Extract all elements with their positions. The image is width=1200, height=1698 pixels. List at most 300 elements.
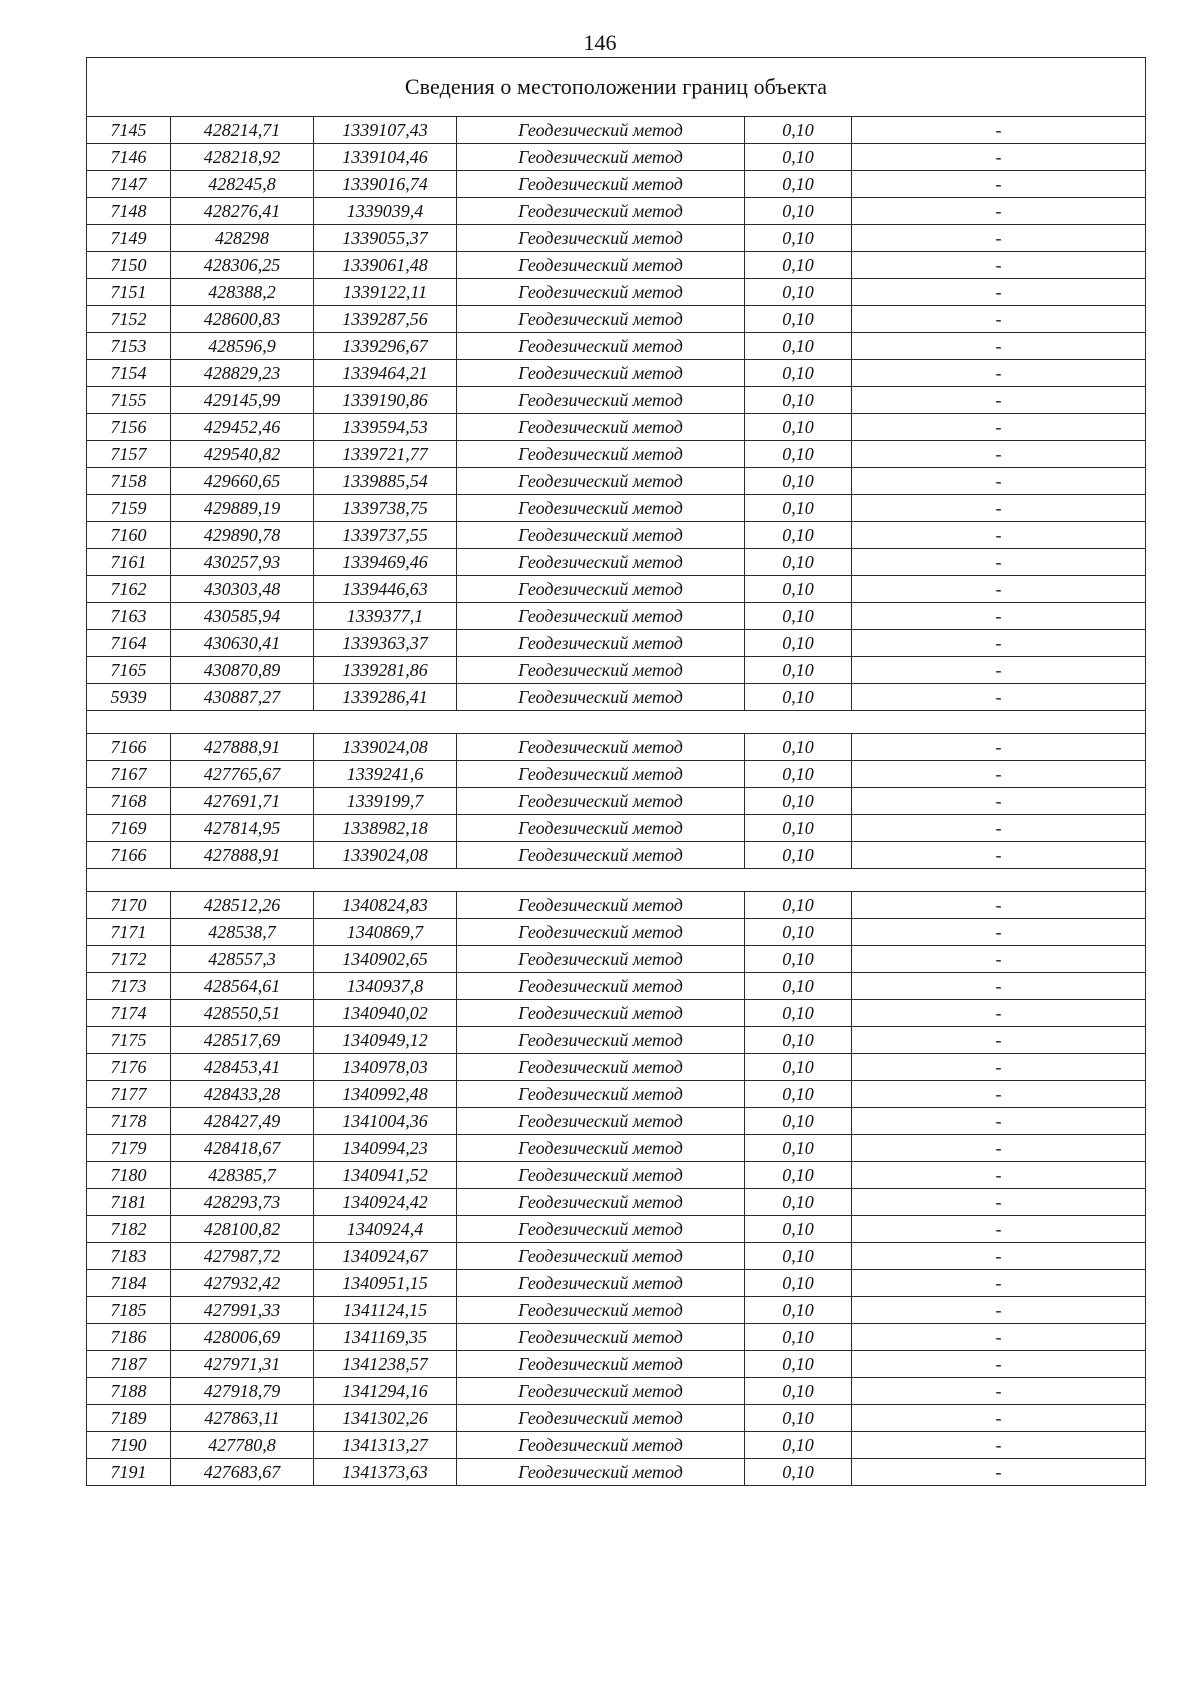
table-row: [87, 919, 1146, 946]
table-row: [87, 576, 1146, 603]
description-cell: -: [852, 1243, 1146, 1270]
accuracy-cell: 0,10: [745, 198, 852, 225]
contour-separator-row: [87, 869, 1146, 892]
table-row: [87, 1081, 1146, 1108]
description-cell: -: [852, 198, 1146, 225]
y-coordinate-cell: 1341302,26: [314, 1405, 457, 1432]
point-number-cell: 7182: [87, 1216, 171, 1243]
method-cell: Геодезический метод: [457, 387, 745, 414]
accuracy-cell: 0,10: [745, 279, 852, 306]
accuracy-cell: 0,10: [745, 225, 852, 252]
description-cell: -: [852, 279, 1146, 306]
accuracy-cell: 0,10: [745, 734, 852, 761]
y-coordinate-cell: 1341313,27: [314, 1432, 457, 1459]
method-cell: Геодезический метод: [457, 630, 745, 657]
y-coordinate-cell: 1341124,15: [314, 1297, 457, 1324]
accuracy-cell: 0,10: [745, 495, 852, 522]
description-cell: -: [852, 684, 1146, 711]
description-cell: -: [852, 522, 1146, 549]
y-coordinate-cell: 1339469,46: [314, 549, 457, 576]
accuracy-cell: 0,10: [745, 333, 852, 360]
accuracy-cell: 0,10: [745, 441, 852, 468]
method-cell: Геодезический метод: [457, 522, 745, 549]
table-row: [87, 684, 1146, 711]
accuracy-cell: 0,10: [745, 549, 852, 576]
description-cell: -: [852, 171, 1146, 198]
x-coordinate-cell: 428564,61: [171, 973, 314, 1000]
y-coordinate-cell: 1341169,35: [314, 1324, 457, 1351]
accuracy-cell: 0,10: [745, 788, 852, 815]
point-number-cell: 7172: [87, 946, 171, 973]
y-coordinate-cell: 1338982,18: [314, 815, 457, 842]
accuracy-cell: 0,10: [745, 306, 852, 333]
x-coordinate-cell: 429540,82: [171, 441, 314, 468]
table-row: [87, 973, 1146, 1000]
page-number: 146: [583, 30, 617, 55]
method-cell: Геодезический метод: [457, 1432, 745, 1459]
table-row: [87, 1054, 1146, 1081]
table-row: [87, 495, 1146, 522]
x-coordinate-cell: 430303,48: [171, 576, 314, 603]
x-coordinate-cell: 428550,51: [171, 1000, 314, 1027]
point-number-cell: 7174: [87, 1000, 171, 1027]
table-row: [87, 333, 1146, 360]
method-cell: Геодезический метод: [457, 117, 745, 144]
y-coordinate-cell: 1339122,11: [314, 279, 457, 306]
accuracy-cell: 0,10: [745, 1405, 852, 1432]
point-number-cell: 7156: [87, 414, 171, 441]
point-number-cell: 7163: [87, 603, 171, 630]
table-row: [87, 815, 1146, 842]
y-coordinate-cell: 1339055,37: [314, 225, 457, 252]
table-row: [87, 734, 1146, 761]
point-number-cell: 7177: [87, 1081, 171, 1108]
x-coordinate-cell: 428418,67: [171, 1135, 314, 1162]
table-row: [87, 1459, 1146, 1486]
table-row: [87, 788, 1146, 815]
x-coordinate-cell: 430585,94: [171, 603, 314, 630]
description-cell: -: [852, 1081, 1146, 1108]
point-number-cell: 7158: [87, 468, 171, 495]
x-coordinate-cell: 427918,79: [171, 1378, 314, 1405]
x-coordinate-cell: 427991,33: [171, 1297, 314, 1324]
description-cell: -: [852, 144, 1146, 171]
x-coordinate-cell: 430257,93: [171, 549, 314, 576]
y-coordinate-cell: 1340924,67: [314, 1243, 457, 1270]
accuracy-cell: 0,10: [745, 657, 852, 684]
table-row: [87, 252, 1146, 279]
x-coordinate-cell: 427932,42: [171, 1270, 314, 1297]
accuracy-cell: 0,10: [745, 1324, 852, 1351]
table-row: [87, 1000, 1146, 1027]
table-row: [87, 603, 1146, 630]
y-coordinate-cell: 1339190,86: [314, 387, 457, 414]
accuracy-cell: 0,10: [745, 1000, 852, 1027]
point-number-cell: 7188: [87, 1378, 171, 1405]
table-title: Сведения о местоположении границ объекта: [87, 58, 1146, 117]
accuracy-cell: 0,10: [745, 171, 852, 198]
accuracy-cell: 0,10: [745, 1216, 852, 1243]
accuracy-cell: 0,10: [745, 973, 852, 1000]
table-row: [87, 657, 1146, 684]
method-cell: Геодезический метод: [457, 1378, 745, 1405]
table-row: [87, 387, 1146, 414]
table-row: [87, 1162, 1146, 1189]
table-row: [87, 1351, 1146, 1378]
x-coordinate-cell: 428427,49: [171, 1108, 314, 1135]
y-coordinate-cell: 1339721,77: [314, 441, 457, 468]
y-coordinate-cell: 1339199,7: [314, 788, 457, 815]
description-cell: -: [852, 117, 1146, 144]
x-coordinate-cell: 428600,83: [171, 306, 314, 333]
method-cell: Геодезический метод: [457, 225, 745, 252]
accuracy-cell: 0,10: [745, 117, 852, 144]
accuracy-cell: 0,10: [745, 252, 852, 279]
accuracy-cell: 0,10: [745, 576, 852, 603]
table-row: [87, 892, 1146, 919]
method-cell: Геодезический метод: [457, 1081, 745, 1108]
y-coordinate-cell: 1339281,86: [314, 657, 457, 684]
y-coordinate-cell: 1339363,37: [314, 630, 457, 657]
accuracy-cell: 0,10: [745, 1459, 852, 1486]
table-row: [87, 1378, 1146, 1405]
x-coordinate-cell: 429889,19: [171, 495, 314, 522]
point-number-cell: 7190: [87, 1432, 171, 1459]
method-cell: Геодезический метод: [457, 788, 745, 815]
x-coordinate-cell: 428538,7: [171, 919, 314, 946]
method-cell: Геодезический метод: [457, 549, 745, 576]
method-cell: Геодезический метод: [457, 1243, 745, 1270]
point-number-cell: 7166: [87, 842, 171, 869]
y-coordinate-cell: 1339241,6: [314, 761, 457, 788]
table-row: [87, 1324, 1146, 1351]
method-cell: Геодезический метод: [457, 842, 745, 869]
y-coordinate-cell: 1340978,03: [314, 1054, 457, 1081]
point-number-cell: 7166: [87, 734, 171, 761]
y-coordinate-cell: 1339024,08: [314, 842, 457, 869]
method-cell: Геодезический метод: [457, 1189, 745, 1216]
y-coordinate-cell: 1339296,67: [314, 333, 457, 360]
point-number-cell: 7152: [87, 306, 171, 333]
table-row: [87, 279, 1146, 306]
y-coordinate-cell: 1340937,8: [314, 973, 457, 1000]
description-cell: -: [852, 414, 1146, 441]
x-coordinate-cell: 428218,92: [171, 144, 314, 171]
method-cell: Геодезический метод: [457, 603, 745, 630]
x-coordinate-cell: 428453,41: [171, 1054, 314, 1081]
description-cell: -: [852, 973, 1146, 1000]
accuracy-cell: 0,10: [745, 1081, 852, 1108]
method-cell: Геодезический метод: [457, 1459, 745, 1486]
description-cell: -: [852, 815, 1146, 842]
point-number-cell: 7159: [87, 495, 171, 522]
y-coordinate-cell: 1341238,57: [314, 1351, 457, 1378]
accuracy-cell: 0,10: [745, 1270, 852, 1297]
accuracy-cell: 0,10: [745, 522, 852, 549]
description-cell: -: [852, 1000, 1146, 1027]
table-row: [87, 1243, 1146, 1270]
method-cell: Геодезический метод: [457, 892, 745, 919]
description-cell: -: [852, 657, 1146, 684]
x-coordinate-cell: 427863,11: [171, 1405, 314, 1432]
point-number-cell: 7157: [87, 441, 171, 468]
description-cell: -: [852, 1054, 1146, 1081]
accuracy-cell: 0,10: [745, 1189, 852, 1216]
x-coordinate-cell: 428100,82: [171, 1216, 314, 1243]
y-coordinate-cell: 1340949,12: [314, 1027, 457, 1054]
description-cell: -: [852, 788, 1146, 815]
point-number-cell: 7150: [87, 252, 171, 279]
x-coordinate-cell: 427971,31: [171, 1351, 314, 1378]
method-cell: Геодезический метод: [457, 468, 745, 495]
accuracy-cell: 0,10: [745, 684, 852, 711]
x-coordinate-cell: 428433,28: [171, 1081, 314, 1108]
point-number-cell: 7181: [87, 1189, 171, 1216]
accuracy-cell: 0,10: [745, 1297, 852, 1324]
point-number-cell: 7180: [87, 1162, 171, 1189]
method-cell: Геодезический метод: [457, 414, 745, 441]
description-cell: -: [852, 576, 1146, 603]
method-cell: Геодезический метод: [457, 306, 745, 333]
method-cell: Геодезический метод: [457, 1324, 745, 1351]
x-coordinate-cell: 428298: [171, 225, 314, 252]
description-cell: -: [852, 842, 1146, 869]
x-coordinate-cell: 427987,72: [171, 1243, 314, 1270]
method-cell: Геодезический метод: [457, 734, 745, 761]
point-number-cell: 7173: [87, 973, 171, 1000]
method-cell: Геодезический метод: [457, 1270, 745, 1297]
y-coordinate-cell: 1341373,63: [314, 1459, 457, 1486]
description-cell: -: [852, 630, 1146, 657]
y-coordinate-cell: 1340869,7: [314, 919, 457, 946]
point-number-cell: 7161: [87, 549, 171, 576]
y-coordinate-cell: 1340951,15: [314, 1270, 457, 1297]
accuracy-cell: 0,10: [745, 946, 852, 973]
method-cell: Геодезический метод: [457, 252, 745, 279]
description-cell: -: [852, 1432, 1146, 1459]
description-cell: -: [852, 1351, 1146, 1378]
table-row: [87, 1108, 1146, 1135]
point-number-cell: 7183: [87, 1243, 171, 1270]
accuracy-cell: 0,10: [745, 1162, 852, 1189]
accuracy-cell: 0,10: [745, 360, 852, 387]
table-row: [87, 1270, 1146, 1297]
point-number-cell: 7165: [87, 657, 171, 684]
method-cell: Геодезический метод: [457, 761, 745, 788]
point-number-cell: 7155: [87, 387, 171, 414]
table-row: [87, 1432, 1146, 1459]
method-cell: Геодезический метод: [457, 333, 745, 360]
y-coordinate-cell: 1339738,75: [314, 495, 457, 522]
x-coordinate-cell: 428276,41: [171, 198, 314, 225]
point-number-cell: 7179: [87, 1135, 171, 1162]
y-coordinate-cell: 1339107,43: [314, 117, 457, 144]
y-coordinate-cell: 1340824,83: [314, 892, 457, 919]
method-cell: Геодезический метод: [457, 1351, 745, 1378]
x-coordinate-cell: 428557,3: [171, 946, 314, 973]
y-coordinate-cell: 1339446,63: [314, 576, 457, 603]
y-coordinate-cell: 1339377,1: [314, 603, 457, 630]
table-row: [87, 1135, 1146, 1162]
y-coordinate-cell: 1339594,53: [314, 414, 457, 441]
description-cell: -: [852, 919, 1146, 946]
method-cell: Геодезический метод: [457, 1405, 745, 1432]
description-cell: -: [852, 1135, 1146, 1162]
x-coordinate-cell: 428596,9: [171, 333, 314, 360]
point-number-cell: 7149: [87, 225, 171, 252]
table-row: [87, 522, 1146, 549]
accuracy-cell: 0,10: [745, 1054, 852, 1081]
y-coordinate-cell: 1340924,4: [314, 1216, 457, 1243]
y-coordinate-cell: 1340992,48: [314, 1081, 457, 1108]
description-cell: -: [852, 306, 1146, 333]
y-coordinate-cell: 1341294,16: [314, 1378, 457, 1405]
y-coordinate-cell: 1339104,46: [314, 144, 457, 171]
description-cell: -: [852, 603, 1146, 630]
description-cell: -: [852, 333, 1146, 360]
x-coordinate-cell: 430887,27: [171, 684, 314, 711]
table-row: [87, 225, 1146, 252]
description-cell: -: [852, 1189, 1146, 1216]
table-row: [87, 761, 1146, 788]
description-cell: -: [852, 495, 1146, 522]
description-cell: -: [852, 549, 1146, 576]
method-cell: Геодезический метод: [457, 973, 745, 1000]
accuracy-cell: 0,10: [745, 842, 852, 869]
point-number-cell: 7170: [87, 892, 171, 919]
method-cell: Геодезический метод: [457, 946, 745, 973]
x-coordinate-cell: 429660,65: [171, 468, 314, 495]
y-coordinate-cell: 1339024,08: [314, 734, 457, 761]
x-coordinate-cell: 428517,69: [171, 1027, 314, 1054]
table-row: [87, 468, 1146, 495]
point-number-cell: 7168: [87, 788, 171, 815]
x-coordinate-cell: 427780,8: [171, 1432, 314, 1459]
description-cell: -: [852, 468, 1146, 495]
y-coordinate-cell: 1340902,65: [314, 946, 457, 973]
x-coordinate-cell: 429145,99: [171, 387, 314, 414]
accuracy-cell: 0,10: [745, 603, 852, 630]
x-coordinate-cell: 427691,71: [171, 788, 314, 815]
point-number-cell: 7178: [87, 1108, 171, 1135]
x-coordinate-cell: 428306,25: [171, 252, 314, 279]
y-coordinate-cell: 1339039,4: [314, 198, 457, 225]
description-cell: -: [852, 892, 1146, 919]
description-cell: -: [852, 1405, 1146, 1432]
x-coordinate-cell: 428006,69: [171, 1324, 314, 1351]
y-coordinate-cell: 1339885,54: [314, 468, 457, 495]
accuracy-cell: 0,10: [745, 815, 852, 842]
table-row: [87, 1216, 1146, 1243]
method-cell: Геодезический метод: [457, 495, 745, 522]
description-cell: -: [852, 1027, 1146, 1054]
point-number-cell: 7184: [87, 1270, 171, 1297]
contour-separator-row: [87, 711, 1146, 734]
method-cell: Геодезический метод: [457, 144, 745, 171]
table-row: [87, 306, 1146, 333]
method-cell: Геодезический метод: [457, 576, 745, 603]
description-cell: -: [852, 441, 1146, 468]
x-coordinate-cell: 428245,8: [171, 171, 314, 198]
table-row: [87, 171, 1146, 198]
point-number-cell: 7160: [87, 522, 171, 549]
contour-separator-cell: [87, 869, 1146, 892]
point-number-cell: 7145: [87, 117, 171, 144]
accuracy-cell: 0,10: [745, 387, 852, 414]
description-cell: -: [852, 1378, 1146, 1405]
contour-separator-cell: [87, 711, 1146, 734]
point-number-cell: 7189: [87, 1405, 171, 1432]
accuracy-cell: 0,10: [745, 761, 852, 788]
accuracy-cell: 0,10: [745, 1378, 852, 1405]
accuracy-cell: 0,10: [745, 1351, 852, 1378]
table-row: [87, 946, 1146, 973]
accuracy-cell: 0,10: [745, 630, 852, 657]
table-row: [87, 414, 1146, 441]
method-cell: Геодезический метод: [457, 1027, 745, 1054]
point-number-cell: 7164: [87, 630, 171, 657]
x-coordinate-cell: 429890,78: [171, 522, 314, 549]
description-cell: -: [852, 387, 1146, 414]
point-number-cell: 7148: [87, 198, 171, 225]
point-number-cell: 7187: [87, 1351, 171, 1378]
description-cell: -: [852, 761, 1146, 788]
accuracy-cell: 0,10: [745, 468, 852, 495]
y-coordinate-cell: 1340994,23: [314, 1135, 457, 1162]
x-coordinate-cell: 428214,71: [171, 117, 314, 144]
accuracy-cell: 0,10: [745, 1108, 852, 1135]
table-row: [87, 117, 1146, 144]
x-coordinate-cell: 427888,91: [171, 842, 314, 869]
accuracy-cell: 0,10: [745, 892, 852, 919]
method-cell: Геодезический метод: [457, 1162, 745, 1189]
table-row: [87, 549, 1146, 576]
y-coordinate-cell: 1339016,74: [314, 171, 457, 198]
boundary-coordinates-table: [86, 57, 1146, 1486]
y-coordinate-cell: 1339061,48: [314, 252, 457, 279]
method-cell: Геодезический метод: [457, 684, 745, 711]
method-cell: Геодезический метод: [457, 198, 745, 225]
y-coordinate-cell: 1339286,41: [314, 684, 457, 711]
accuracy-cell: 0,10: [745, 1135, 852, 1162]
table-row: [87, 1405, 1146, 1432]
method-cell: Геодезический метод: [457, 279, 745, 306]
x-coordinate-cell: 427814,95: [171, 815, 314, 842]
method-cell: Геодезический метод: [457, 360, 745, 387]
x-coordinate-cell: 428293,73: [171, 1189, 314, 1216]
method-cell: Геодезический метод: [457, 1297, 745, 1324]
method-cell: Геодезический метод: [457, 1216, 745, 1243]
description-cell: -: [852, 734, 1146, 761]
point-number-cell: 7175: [87, 1027, 171, 1054]
description-cell: -: [852, 1216, 1146, 1243]
table-row: [87, 630, 1146, 657]
point-number-cell: 5939: [87, 684, 171, 711]
point-number-cell: 7169: [87, 815, 171, 842]
x-coordinate-cell: 427765,67: [171, 761, 314, 788]
point-number-cell: 7146: [87, 144, 171, 171]
x-coordinate-cell: 429452,46: [171, 414, 314, 441]
x-coordinate-cell: 428512,26: [171, 892, 314, 919]
accuracy-cell: 0,10: [745, 1027, 852, 1054]
x-coordinate-cell: 430630,41: [171, 630, 314, 657]
method-cell: Геодезический метод: [457, 1000, 745, 1027]
accuracy-cell: 0,10: [745, 919, 852, 946]
description-cell: -: [852, 946, 1146, 973]
description-cell: -: [852, 252, 1146, 279]
method-cell: Геодезический метод: [457, 1054, 745, 1081]
point-number-cell: 7171: [87, 919, 171, 946]
